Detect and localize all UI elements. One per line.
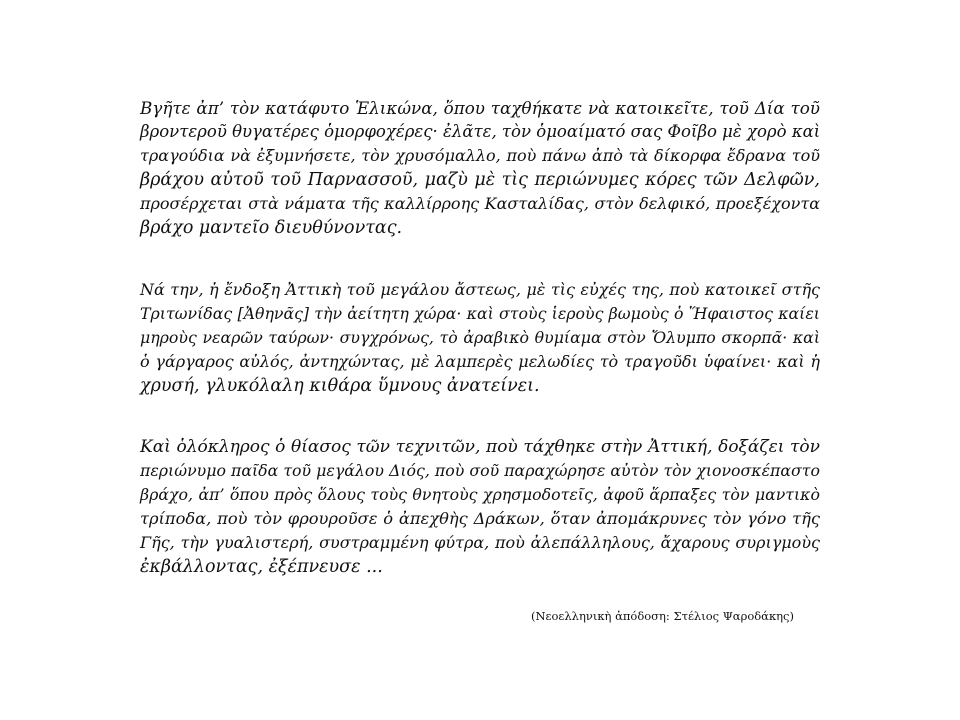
text-line: περιώνυμο παῖδα τοῦ μεγάλου Διός, ποὺ σοῦ παραχώρησε αὐτὸν τὸν χιονοσκέπαστο — [140, 461, 820, 480]
paragraph-3 — [140, 435, 820, 579]
text-line: ἐκβάλλοντας, ἐξέπνευσε ... — [140, 557, 383, 577]
text-line: μηροὺς νεαρῶν ταύρων· συγχρόνως, τὸ ἀραβικὸ θυμίαμα στὸν Ὄλυμπο σκορπᾶ· καὶ — [140, 328, 820, 347]
text-line: Καὶ ὁλόκληρος ὁ θίασος τῶν τεχνιτῶν, ποὺ τάχθηκε στὴν Ἀττική, δοξάζει τὸν — [140, 437, 820, 457]
text-line: Τριτωνίδας [Ἀθηνᾶς] τὴν ἀείτητη χώρα· καὶ στοὺς ἱεροὺς βωμοὺς ὁ Ἥφαιστος καίει — [140, 304, 820, 323]
text-line: προσέρχεται στὰ νάματα τῆς καλλίρροης Κασταλίδας, στὸν δελφικό, προεξέχοντα — [140, 194, 820, 213]
text-line: βράχου αὐτοῦ τοῦ Παρνασσοῦ, μαζὺ μὲ τὶς περιώνυμες κόρες τῶν Δελφῶν, — [140, 170, 820, 190]
text-line: Γῆς, τὴν γυαλιστερή, συστραμμένη φύτρα, ποὺ ἀλεπάλληλους, ἄχαρους συριγμοὺς — [140, 533, 820, 552]
text-line: ὁ γάργαρος αὐλός, ἀντηχώντας, μὲ λαμπερὲς μελωδίες τὸ τραγοῦδι ὑφαίνει· καὶ ἡ — [140, 352, 820, 371]
text-line: βράχο μαντεῖο διευθύνοντας. — [140, 218, 403, 238]
paragraph-2 — [140, 278, 820, 398]
paragraph-1 — [140, 96, 820, 240]
text-line: Νά την, ἡ ἔνδοξη Ἀττικὴ τοῦ μεγάλου ἄστεως, μὲ τὶς εὐχές της, ποὺ κατοικεῖ στῆς — [140, 280, 820, 299]
text-line: τρίποδα, ποὺ τὸν φρουροῦσε ὁ ἀπεχθὴς Δράκων, ὅταν ἀπομάκρυνες τὸν γόνο τῆς — [140, 509, 820, 528]
text-line: τραγούδια νὰ ἐξυμνήσετε, τὸν χρυσόμαλλο, ποὺ πάνω ἀπὸ τὰ δίκορφα ἔδρανα τοῦ — [140, 146, 820, 165]
text-line: Βγῆτε ἀπ’ τὸν κατάφυτο Ἑλικώνα, ὅπου ταχθήκατε νὰ κατοικεῖτε, τοῦ Δία τοῦ — [140, 98, 820, 118]
translation-credit: (Νεοελληνικὴ ἀπόδοση: Στέλιος Ψαροδάκης) — [531, 609, 794, 623]
text-line: βράχο, ἀπ’ ὅπου πρὸς ὅλους τοὺς θνητοὺς χρησμοδοτεῖς, ἀφοῦ ἅρπαξες τὸν μαντικὸ — [140, 485, 820, 504]
text-line: χρυσή, γλυκόλαλη κιθάρα ὕμνους ἀνατείνει. — [140, 376, 540, 396]
text-line: βροντεροῦ θυγατέρες ὁμορφοχέρες· ἐλᾶτε, τὸν ὁμοαίματό σας Φοῖβο μὲ χορὸ καὶ — [140, 122, 821, 141]
